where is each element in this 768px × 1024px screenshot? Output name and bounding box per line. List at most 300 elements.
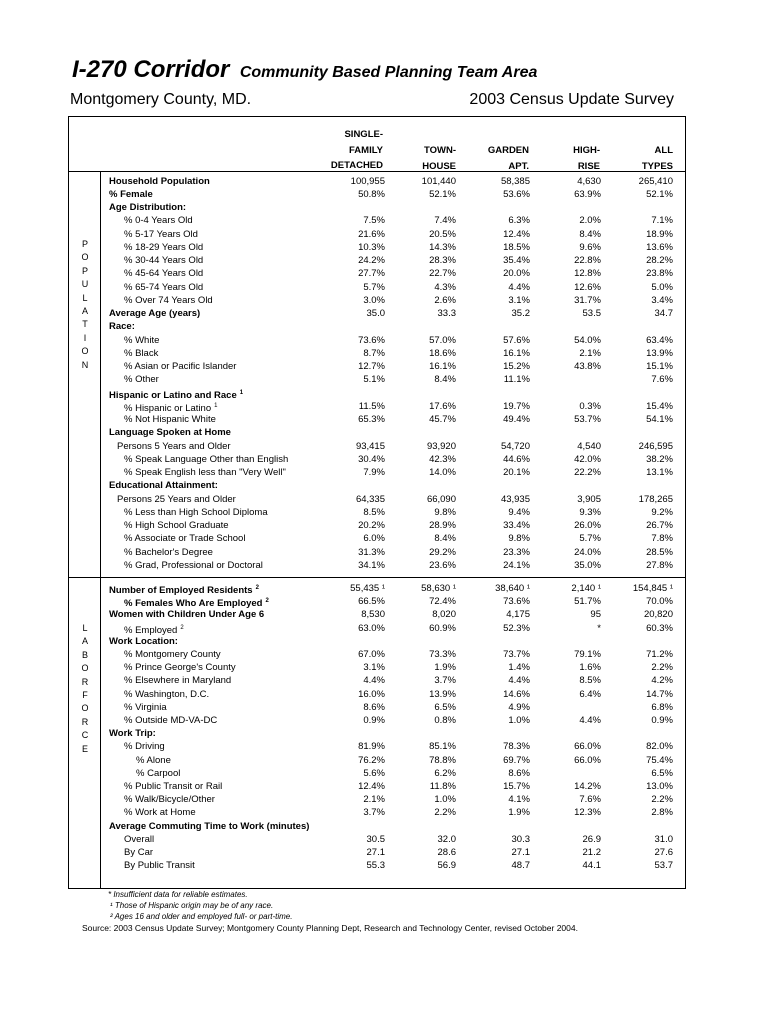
cell-value: 14.2% — [574, 781, 601, 792]
cell-value: 0.9% — [363, 715, 385, 726]
footnote-insufficient: * Insufficient data for reliable estimates. — [108, 890, 248, 899]
column-header-line: ALL — [654, 145, 673, 156]
cell-value: 43.8% — [574, 361, 601, 372]
row-label-text: % 0-4 Years Old — [124, 215, 193, 227]
cell-value: 67.0% — [358, 649, 385, 660]
cell-value: 66,090 — [426, 493, 456, 505]
cell-value: 71.2% — [646, 649, 673, 660]
column-header — [488, 143, 529, 174]
table-row — [100, 559, 686, 572]
column-header — [642, 143, 673, 174]
cell-value: 27.6 — [654, 847, 673, 858]
side-letter: I — [83, 332, 87, 343]
cell-value: 246,595 — [638, 440, 673, 452]
cell-value: 7.6% — [651, 374, 673, 386]
cell-value: 7.6% — [579, 794, 601, 806]
cell-value: 35.4% — [503, 255, 530, 266]
cell-value: 35.0 — [366, 308, 385, 319]
table-row — [100, 608, 686, 621]
row-label — [109, 188, 153, 201]
table-row — [100, 493, 686, 506]
cell-value: 15.7% — [503, 781, 530, 792]
row-label-text: % Outside MD-VA-DC — [124, 715, 218, 726]
cell-value: 8.4% — [434, 374, 456, 386]
column-header-line: RISE — [577, 160, 600, 172]
cell-value: 21.2 — [582, 847, 601, 858]
row-label — [109, 320, 135, 333]
table-row — [100, 806, 686, 819]
row-label — [124, 532, 245, 545]
table-row — [100, 833, 686, 846]
row-label — [124, 347, 158, 360]
row-label-text: % 30-44 Years Old — [124, 255, 204, 266]
cell-value: 29.2% — [429, 546, 456, 558]
cell-value: 76.2% — [358, 754, 385, 766]
cell-value: 28.6 — [437, 847, 456, 858]
cell-value: 7.1% — [651, 215, 673, 227]
cell-value: 2.0% — [579, 215, 601, 227]
source-note: Source: 2003 Census Update Survey; Montgomery County Planning Dept, Research and Technology Center, revised October 2004. — [82, 923, 578, 933]
cell-value: 33.4% — [503, 520, 530, 531]
cell-value: 33.3 — [437, 308, 456, 319]
cell-value: 64,335 — [355, 493, 385, 505]
cell-value: 15.2% — [503, 361, 530, 372]
cell-value: 26.0% — [574, 520, 601, 531]
table-row — [100, 413, 686, 426]
cell-value: 27.1 — [366, 847, 385, 858]
cell-value: 70.0% — [646, 596, 673, 608]
row-label-text: Race: — [109, 321, 135, 333]
cell-value: 16.0% — [358, 688, 385, 700]
row-label-text: % Employed — [124, 624, 178, 636]
row-label-text: % Montgomery County — [124, 649, 221, 660]
footnote-marker: 2 — [255, 585, 259, 591]
survey-label: 2003 Census Update Survey — [469, 91, 674, 108]
cell-value: 69.7% — [503, 754, 530, 766]
cell-value: 52.3% — [503, 622, 530, 634]
cell-value: 28.2% — [646, 255, 673, 266]
cell-value: 7.9% — [363, 467, 385, 478]
cell-value: 18.6% — [429, 347, 456, 359]
table-row — [100, 714, 686, 727]
cell-value: 85.1% — [429, 741, 456, 753]
cell-value: 20.1% — [503, 467, 530, 478]
row-label-text: % White — [124, 334, 160, 346]
table-row — [100, 267, 686, 280]
table-row — [100, 674, 686, 687]
cell-value: 4.4% — [579, 715, 601, 726]
cell-value: 57.6% — [503, 334, 530, 346]
table-row — [100, 506, 686, 519]
cell-value: 8.4% — [434, 533, 456, 545]
cell-value: 8.5% — [363, 506, 385, 518]
row-label-text: % Over 74 Years Old — [124, 294, 213, 306]
side-letter: R — [81, 716, 89, 727]
cell-value: 100,955 — [350, 175, 385, 187]
cell-value: 4,540 — [577, 440, 601, 452]
cell-value: 8.5% — [579, 675, 601, 687]
table-row — [100, 688, 686, 701]
row-label-text: % 5-17 Years Old — [124, 228, 198, 240]
cell-value: 34.1% — [358, 559, 385, 571]
cell-value: 4,630 — [577, 175, 601, 187]
cell-value: 2.2% — [434, 807, 456, 819]
row-label — [124, 740, 165, 753]
cell-value: 34.7 — [654, 308, 673, 319]
table-row — [100, 727, 686, 740]
report-title — [72, 56, 537, 84]
row-label-text: Work Location: — [109, 635, 178, 647]
cell-value: 13.9% — [646, 347, 673, 359]
footnotes — [82, 889, 578, 934]
cell-value: 14.6% — [503, 688, 530, 700]
cell-value: 4.9% — [508, 701, 530, 713]
cell-value: 16.1% — [503, 347, 530, 359]
cell-value: 93,920 — [426, 440, 456, 452]
table-row — [100, 846, 686, 859]
side-label-labor-force — [70, 622, 100, 756]
row-label — [124, 559, 263, 572]
cell-value: 82.0% — [646, 741, 673, 753]
table-row — [100, 400, 686, 413]
row-label-text: Women with Children Under Age 6 — [109, 609, 265, 621]
row-label — [124, 466, 286, 479]
side-letter: U — [81, 279, 89, 290]
cell-value: 5.1% — [363, 374, 385, 386]
footnote-ages: ² Ages 16 and older and employed full- or part-time. — [110, 912, 293, 921]
row-label-text: % Hispanic or Latino — [124, 402, 212, 414]
table-row — [100, 307, 686, 320]
table-row — [100, 281, 686, 294]
cell-value: 9.8% — [508, 533, 530, 545]
cell-value: 4.1% — [508, 794, 530, 806]
cell-value: 27.7% — [358, 268, 385, 280]
cell-value: 30.5 — [366, 833, 385, 845]
cell-value: 2.2% — [651, 662, 673, 674]
table-row — [100, 347, 686, 360]
cell-value: 63.0% — [358, 622, 385, 634]
row-label-text: Age Distribution: — [109, 202, 187, 213]
cell-value: 15.1% — [646, 361, 673, 372]
row-label — [109, 479, 218, 492]
cell-value: 9.4% — [508, 506, 530, 518]
cell-value: 18.9% — [646, 228, 673, 240]
row-label — [124, 780, 222, 793]
cell-value: 5.6% — [363, 767, 385, 779]
table-row — [100, 241, 686, 254]
row-label-text: Persons 5 Years and Older — [117, 440, 231, 452]
row-label — [109, 201, 186, 214]
cell-value: 17.6% — [429, 400, 456, 412]
cell-value: 12.3% — [574, 807, 601, 819]
cell-value: 24.0% — [574, 546, 601, 558]
row-label — [109, 175, 210, 188]
cell-value: 9.2% — [651, 506, 673, 518]
cell-value: 0.3% — [579, 400, 601, 412]
row-label — [124, 506, 268, 519]
row-label — [124, 373, 159, 386]
cell-value: 14.7% — [646, 688, 673, 700]
cell-value: 11.1% — [503, 374, 530, 386]
row-label — [124, 674, 231, 687]
table-row — [100, 254, 686, 267]
cell-value: 11.8% — [429, 781, 456, 792]
cell-value: 9.8% — [434, 506, 456, 518]
row-label — [124, 546, 213, 559]
title-main: I-270 Corridor — [72, 56, 230, 83]
cell-value: 72.4% — [429, 596, 456, 608]
cell-value: 42.0% — [574, 453, 601, 465]
cell-value: 65.3% — [358, 414, 385, 425]
cell-value: 73.3% — [429, 649, 456, 660]
cell-value: 13.6% — [646, 241, 673, 253]
cell-value: 35.0% — [574, 559, 601, 571]
cell-value: * — [597, 622, 601, 634]
table-row — [100, 820, 686, 833]
cell-value: 48.7 — [511, 860, 530, 872]
cell-value: 28.5% — [646, 546, 673, 558]
cell-value: 0.8% — [434, 715, 456, 726]
row-label-text: % Washington, D.C. — [124, 688, 210, 700]
cell-value: 6.3% — [508, 215, 530, 227]
cell-value: 60.3% — [646, 622, 673, 634]
table-row — [100, 793, 686, 806]
row-label — [109, 820, 309, 833]
cell-value: 32.0 — [437, 833, 456, 845]
section-divider — [68, 577, 686, 578]
row-label — [124, 267, 203, 280]
cell-value: 81.9% — [358, 741, 385, 753]
cell-value: 0.9% — [651, 715, 673, 726]
cell-value: 52.1% — [646, 188, 673, 200]
side-letter: P — [81, 239, 88, 249]
side-letter: E — [81, 743, 88, 754]
cell-value: 30.3 — [511, 833, 530, 845]
side-letter: O — [81, 346, 89, 357]
cell-value: 23.3% — [503, 546, 530, 558]
cell-value: 75.4% — [646, 754, 673, 766]
side-letter: F — [82, 690, 88, 701]
cell-value: 51.7% — [574, 596, 601, 608]
side-label-population — [70, 238, 100, 372]
cell-value: 66.0% — [574, 754, 601, 766]
cell-value: 50.8% — [358, 188, 385, 200]
county-label: Montgomery County, MD. — [70, 91, 252, 108]
cell-value: 22.2% — [574, 467, 601, 478]
cell-value: 54,720 — [500, 440, 530, 452]
cell-value: 35.2 — [511, 308, 530, 319]
row-label-text: % Asian or Pacific Islander — [124, 361, 237, 372]
table-row — [100, 453, 686, 466]
cell-value: 53.7 — [654, 860, 673, 872]
row-label-text: Household Population — [109, 175, 210, 187]
cell-value: 24.1% — [503, 559, 530, 571]
cell-value: 21.6% — [358, 228, 385, 240]
cell-value: 26.9 — [582, 833, 601, 845]
row-label — [124, 714, 217, 727]
row-label-text: Overall — [124, 833, 155, 845]
column-header-line: APT. — [508, 160, 529, 172]
cell-value: 14.3% — [429, 241, 456, 253]
table-row — [100, 426, 686, 439]
cell-value: 15.4% — [646, 400, 673, 412]
side-letter: A — [81, 636, 88, 647]
table-row — [100, 201, 686, 214]
table-row — [100, 466, 686, 479]
table-row — [100, 754, 686, 767]
cell-value: 73.6% — [358, 334, 385, 346]
table-row — [100, 228, 686, 241]
side-letter: L — [82, 292, 88, 303]
title-subtitle: Community Based Planning Team Area — [239, 64, 538, 81]
cell-value: 3.7% — [434, 675, 456, 687]
row-label — [124, 413, 216, 426]
cell-value: 2.1% — [579, 347, 601, 359]
side-letter: O — [81, 252, 89, 263]
row-label-text: % Prince George's County — [124, 662, 236, 674]
cell-value: 63.4% — [646, 334, 673, 346]
cell-value: 1.6% — [579, 662, 601, 674]
cell-value: 56.9 — [437, 860, 456, 872]
cell-value: 8.4% — [579, 228, 601, 240]
row-label — [124, 648, 221, 661]
cell-value: 55,435 ¹ — [350, 583, 385, 594]
cell-value: 9.6% — [579, 241, 601, 253]
cell-value: 4.2% — [651, 675, 673, 687]
cell-value: 44.1 — [582, 860, 601, 872]
row-label-text: Average Commuting Time to Work (minutes) — [109, 820, 310, 832]
table-row — [100, 214, 686, 227]
table-row — [100, 294, 686, 307]
cell-value: 3.1% — [363, 662, 385, 674]
cell-value: 13.9% — [429, 688, 456, 700]
cell-value: 1.0% — [508, 715, 530, 726]
side-letter: O — [81, 663, 89, 674]
table-row — [100, 582, 686, 595]
row-label-text: Work Trip: — [109, 728, 156, 740]
row-label — [136, 767, 180, 780]
row-label — [124, 360, 236, 373]
cell-value: 1.4% — [508, 662, 530, 674]
row-label — [124, 334, 159, 347]
row-label — [109, 426, 231, 439]
column-header-line: GARDEN — [487, 145, 529, 156]
row-label — [124, 453, 288, 466]
cell-value: 78.3% — [503, 741, 530, 753]
row-label — [124, 859, 195, 872]
cell-value: 95 — [590, 609, 601, 621]
row-label-text: % Alone — [136, 754, 171, 766]
cell-value: 58,630 ¹ — [421, 583, 456, 594]
table-row — [100, 519, 686, 532]
side-letter: A — [81, 306, 88, 317]
cell-value: 7.5% — [363, 215, 385, 227]
cell-value: 4.3% — [434, 281, 456, 293]
footnote-marker: 2 — [265, 598, 269, 605]
row-label-text: % 18-29 Years Old — [124, 241, 204, 253]
cell-value: 66.0% — [574, 741, 601, 753]
cell-value: 54.0% — [574, 334, 601, 346]
cell-value: 2.1% — [363, 794, 385, 806]
column-header-line: HIGH- — [573, 145, 600, 156]
cell-value: 4.4% — [508, 281, 530, 293]
table-row — [100, 373, 686, 386]
cell-value: 73.6% — [503, 596, 530, 608]
cell-value: 6.8% — [651, 701, 673, 713]
row-label — [124, 228, 198, 241]
row-label — [136, 754, 171, 767]
row-label-text: % Bachelor's Degree — [124, 546, 213, 558]
cell-value: 44.6% — [503, 453, 530, 465]
row-label-text: % Carpool — [136, 767, 181, 779]
table-row — [100, 188, 686, 201]
row-label-text: % Female — [109, 188, 153, 200]
row-label-text: Number of Employed Residents — [109, 585, 253, 596]
column-header-line: DETACHED — [330, 160, 383, 171]
row-label-text: By Public Transit — [124, 860, 195, 872]
column-header-line: SINGLE- — [344, 129, 383, 140]
cell-value: 13.1% — [646, 467, 673, 478]
cell-value: 38.2% — [646, 453, 673, 465]
cell-value: 6.4% — [579, 688, 601, 700]
cell-value: 2.2% — [651, 794, 673, 806]
table-row — [100, 387, 686, 400]
row-label-text: % Public Transit or Rail — [124, 781, 223, 792]
column-header — [573, 143, 600, 174]
cell-value: 28.3% — [429, 255, 456, 266]
table-row — [100, 635, 686, 648]
cell-value: 60.9% — [429, 622, 456, 634]
cell-value: 12.8% — [574, 268, 601, 280]
cell-value: 31.0 — [654, 833, 673, 845]
table-row — [100, 648, 686, 661]
footnote-hispanic: ¹ Those of Hispanic origin may be of any race. — [110, 901, 274, 910]
cell-value: 8,530 — [361, 609, 385, 621]
row-label — [124, 281, 203, 294]
cell-value: 6.0% — [363, 533, 385, 545]
row-label-text: % Walk/Bicycle/Other — [124, 794, 215, 806]
row-label — [124, 793, 215, 806]
cell-value: 19.7% — [503, 400, 530, 412]
cell-value: 8,020 — [432, 609, 456, 621]
table-row — [100, 622, 686, 635]
cell-value: 18.5% — [503, 241, 530, 253]
column-header-line: FAMILY — [349, 144, 383, 156]
cell-value: 6.5% — [434, 701, 456, 713]
cell-value: 14.0% — [429, 467, 456, 478]
table-row — [100, 334, 686, 347]
cell-value: 1.0% — [434, 794, 456, 806]
cell-value: 31.3% — [358, 546, 385, 558]
row-label-text: % Speak Language Other than English — [124, 453, 289, 465]
cell-value: 6.5% — [651, 767, 673, 779]
row-label-text: % Driving — [124, 741, 165, 753]
cell-value: 66.5% — [358, 596, 385, 608]
column-header-line: TOWN- — [423, 145, 456, 156]
footnote-marker: 1 — [239, 389, 244, 396]
row-label — [109, 727, 156, 740]
cell-value: 12.7% — [358, 361, 385, 372]
cell-value: 20.5% — [429, 228, 456, 240]
row-label-text: % Females Who Are Employed — [124, 598, 263, 610]
cell-value: 31.7% — [574, 294, 601, 306]
row-label-text: Hispanic or Latino and Race — [109, 389, 237, 401]
table-row — [100, 595, 686, 608]
row-label — [117, 493, 236, 506]
column-header — [422, 143, 456, 174]
footnote-marker: 1 — [214, 402, 218, 409]
row-label-text: % Elsewhere in Maryland — [124, 675, 232, 687]
